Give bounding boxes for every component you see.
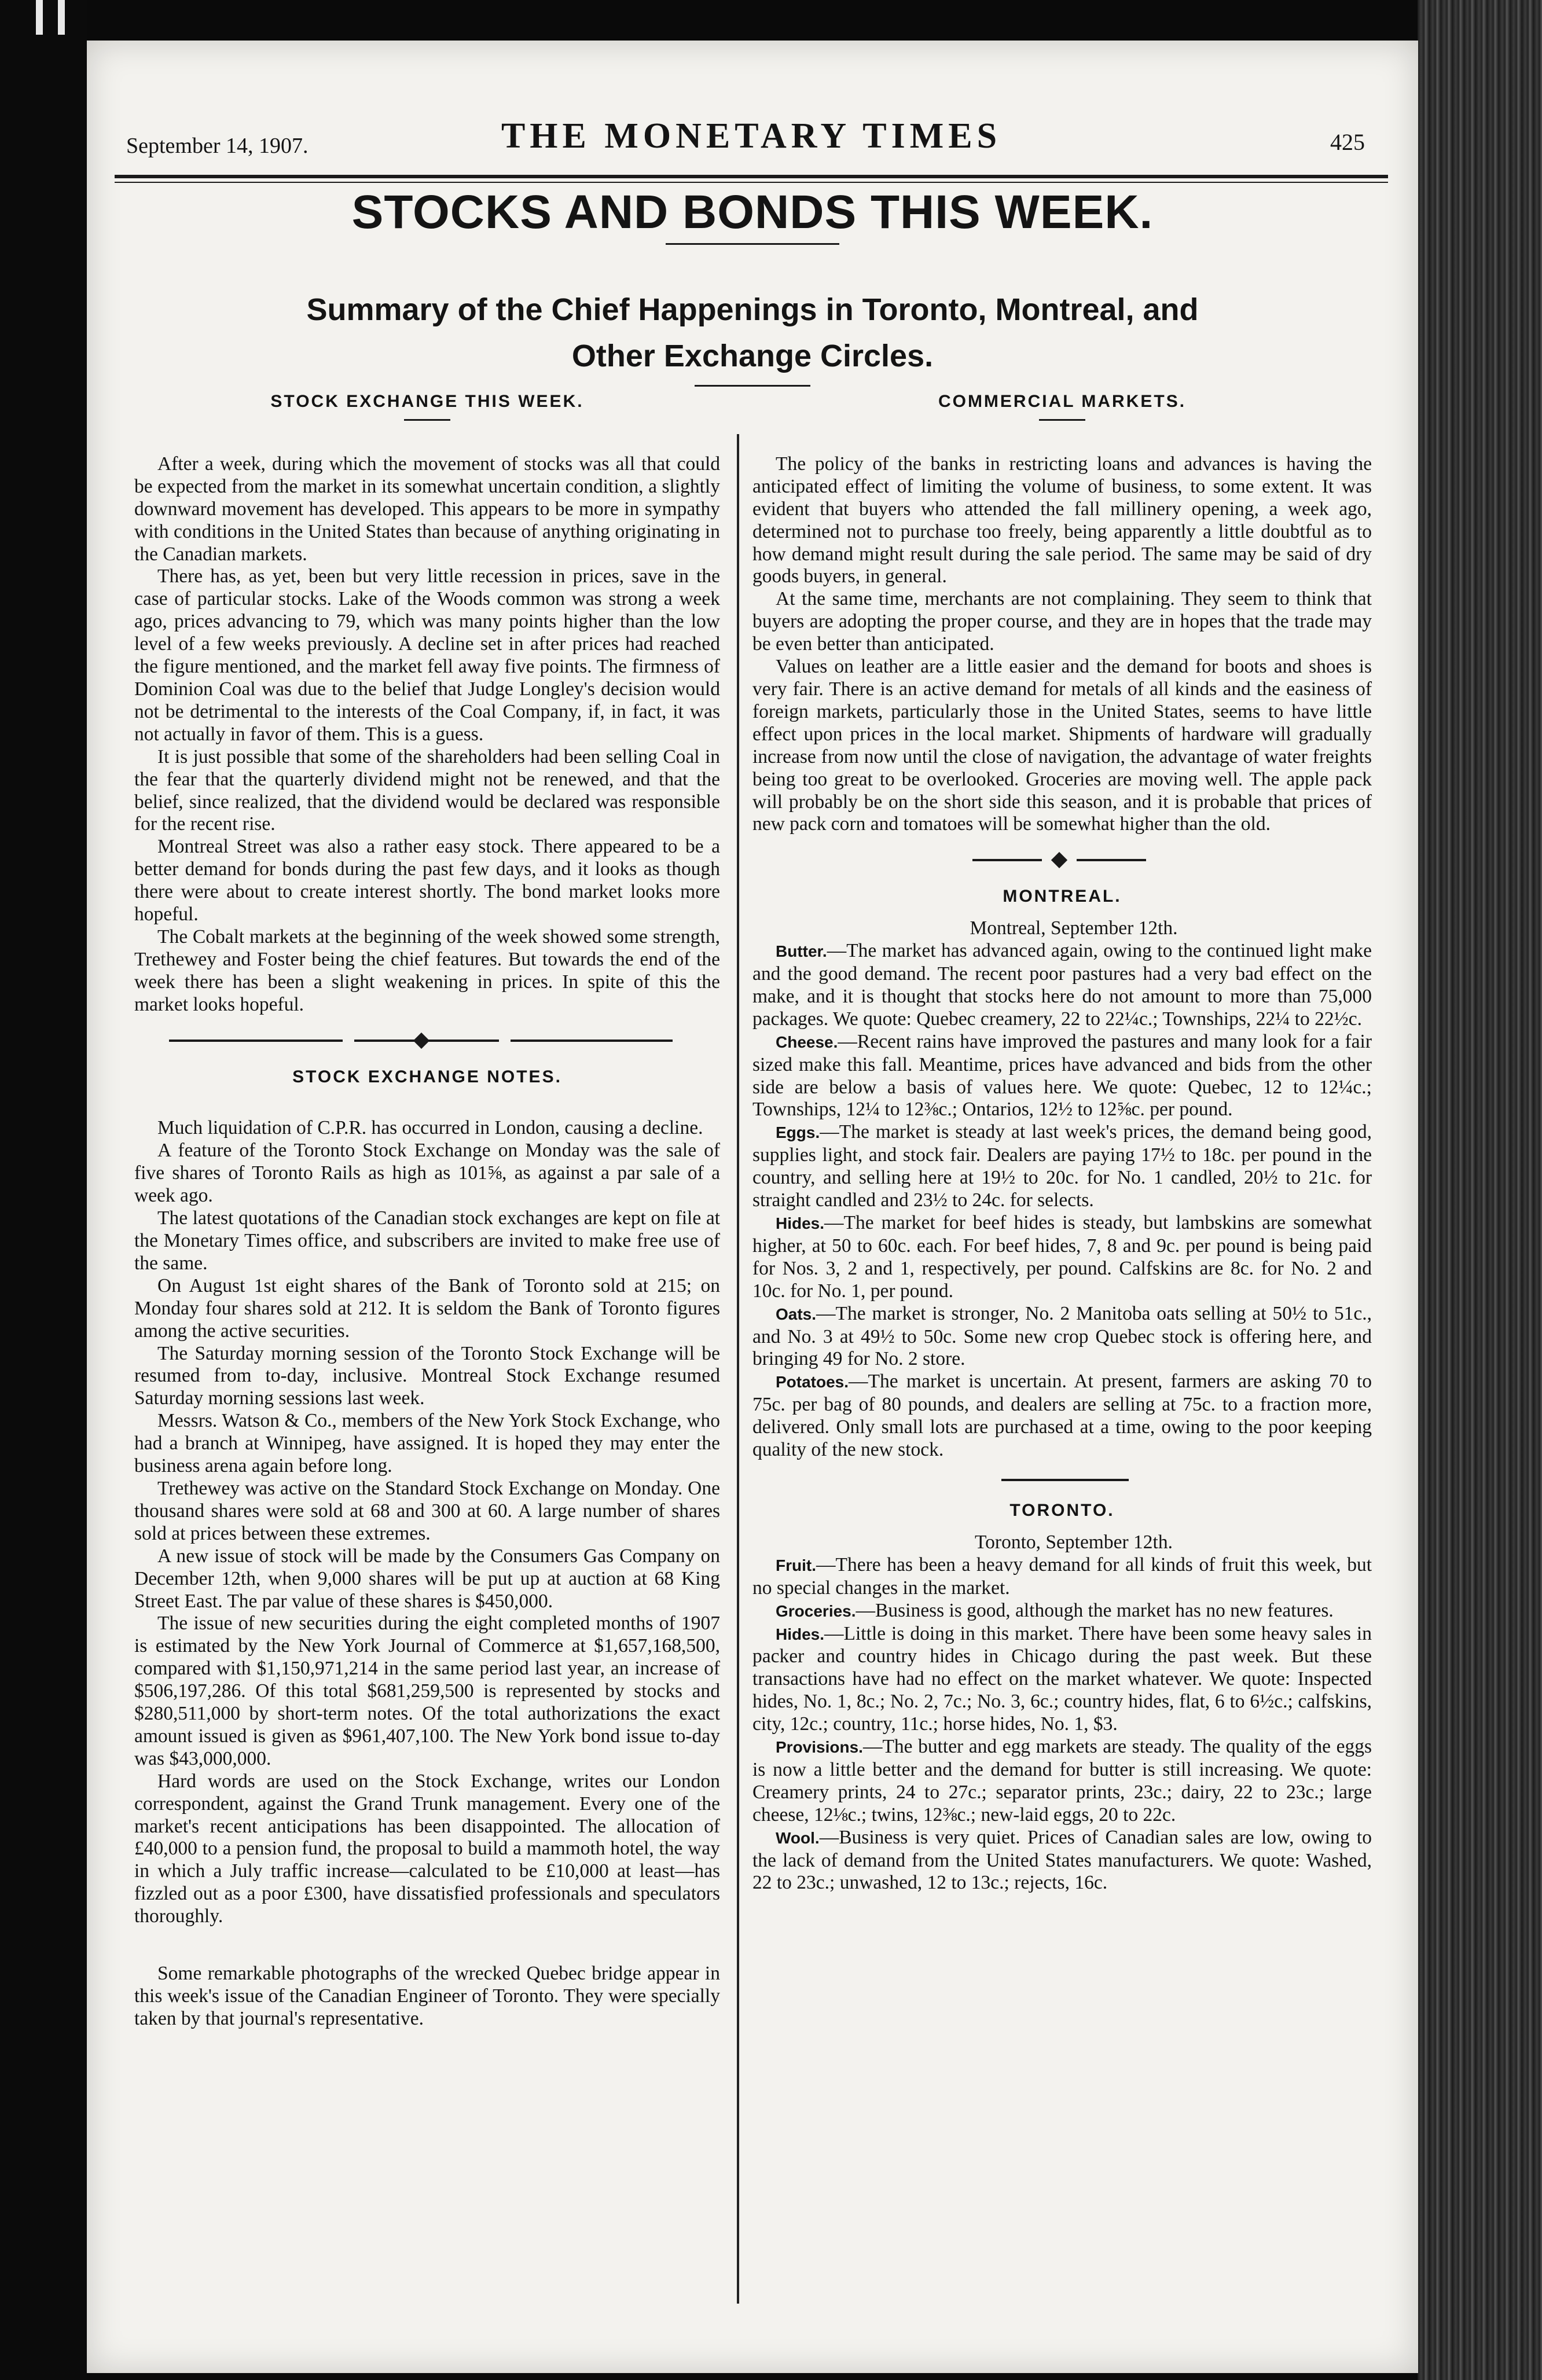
market-item	[752, 940, 1372, 1031]
item-lead: Butter.	[776, 942, 827, 961]
paragraph: Montreal Street was also a rather easy stock. There appeared to be a better demand for bonds during the past few days, and it looks as though there were about to create interest shortly. The bond market looks more hopeful.	[134, 836, 720, 925]
item-text: —The market has advanced again, owing to the continued light make and the good demand. The recent poor pastures had a very bad effect on the make, and it is thought that stocks here do not amount to more than 75,000 packages. We quote: Quebec creamery, 22 to 22¼c.; Townships, 22¼ to 22½c.	[752, 940, 1372, 1030]
left-column	[134, 391, 720, 2030]
item-lead: Fruit.	[776, 1556, 816, 1574]
item-lead: Oats.	[776, 1305, 817, 1323]
publication-title: THE MONETARY TIMES	[501, 116, 1002, 156]
item-text: —The market for beef hides is steady, but lambskins are somewhat higher, at 50 to 60c. each. For beef hides, 7, 8 and 9c. per pound is being paid for Nos. 3, 2 and 1, respectively, per pound. Calfskins are 8c. for No. 2 and 10c. for No. 1, per pound.	[752, 1212, 1372, 1302]
paragraph: The Saturday morning session of the Toronto Stock Exchange will be resumed from to-day, inclusive. Montreal Stock Exchange resumed Saturday morning sessions last week.	[134, 1342, 720, 1409]
paragraph: The latest quotations of the Canadian stock exchanges are kept on file at the Monetary Times office, and subscribers are invited to make free use of the same.	[134, 1207, 720, 1274]
scan-binding-edge	[1418, 0, 1542, 2380]
market-item	[752, 1303, 1372, 1371]
paragraph: The issue of new securities during the eight completed months of 1907 is estimated by the New York Journal of Commerce at $1,657,168,500, compared with $1,150,971,214 in the same period last year, an increase of $506,197,286. Of this total $681,259,500 is represented by stocks and $280,511,000 by short-term notes. Of the total authorizations the exact amount issued is given as $961,407,100. The New York bond issue to-day was $43,000,000.	[134, 1613, 720, 1769]
paragraph: A new issue of stock will be made by the Consumers Gas Company on December 12th, when 9,000 shares will be put up at auction at 68 King Street East. The par value of these shares is $450,000.	[134, 1545, 720, 1612]
paragraph: Some remarkable photographs of the wrecked Quebec bridge appear in this week's issue of the Canadian Engineer of Toronto. They were specially taken by that journal's representative.	[134, 1963, 720, 2029]
montreal-heading: MONTREAL.	[1003, 887, 1122, 906]
item-text: —Recent rains have improved the pastures and many look for a fair sized make this fall. Meantime, prices have advanced and bids from the other side are below a basis of values here. We quote: Quebec, 12 to 12¼c.; Townships, 12¼ to 12⅜c.; Ontarios, 12½ to 12⅝c. per pound.	[752, 1030, 1372, 1121]
item-lead: Eggs.	[776, 1123, 820, 1142]
item-text: —Little is doing in this market. There have been some heavy sales in packer and country hides in Chicago during the past week. But these transactions have had no effect on the market whatever. We quote: Inspected hides, No. 1, 8c.; No. 2, 7c.; No. 3, 6c.; country hides, flat, 6 to 6½c.; calfskins, city, 12c.; country, 11c.; horse hides, No. 1, $3.	[752, 1622, 1372, 1735]
headline-rule	[666, 243, 839, 245]
item-text: —There has been a heavy demand for all kinds of fruit this week, but no special changes in the market.	[752, 1553, 1372, 1599]
toronto-dateline: Toronto, September 12th.	[975, 1531, 1173, 1553]
item-lead: Hides.	[776, 1625, 825, 1643]
market-item	[752, 1827, 1372, 1895]
item-lead: Groceries.	[776, 1602, 856, 1620]
paragraph: Messrs. Watson & Co., members of the New York Stock Exchange, who had a branch at Winnipeg, have assigned. It is hoped they may enter the business arena again before long.	[134, 1410, 720, 1477]
paragraph: After a week, during which the movement of stocks was all that could be expected from the market in its somewhat uncertain condition, a slightly downward movement has developed. This appears to be more in sympathy with conditions in the United States than because of anything originating in the Canadian markets.	[134, 453, 720, 565]
item-text: —Business is very quiet. Prices of Canadian sales are low, owing to the lack of demand from the United States manufacturers. We quote: Washed, 22 to 23c.; unwashed, 12 to 13c.; rejects, 16c.	[752, 1826, 1372, 1894]
market-item	[752, 1600, 1372, 1623]
column-divider	[737, 434, 739, 2304]
market-item	[752, 1121, 1372, 1212]
scan-registration-marks	[36, 0, 88, 41]
paragraph: Values on leather are a little easier and the demand for boots and shoes is very fair. There is an active demand for metals of all kinds and the easiness of foreign markets, particularly those in the United States, seems to have little effect upon prices in the local market. Shipments of hardware will gradually increase from now until the close of navigation, the advantage of water freights being too great to be overlooked. Groceries are moving well. The apple pack will probably be on the short side this season, and it is probable that prices of new pack corn and tomatoes will be somewhat higher than the old.	[752, 656, 1372, 835]
item-text: —The butter and egg markets are steady. The quality of the eggs is now a little better and the demand for butter is still increasing. We quote: Creamery prints, 24 to 27c.; separator prints, 23c.; dairy, 22 to 23c.; large cheese, 12⅛c.; twins, 12⅜c.; new-laid eggs, 20 to 22c.	[752, 1736, 1372, 1826]
masthead	[115, 116, 1388, 168]
paragraph: Hard words are used on the Stock Exchange, writes our London correspondent, against the Grand Trunk management. Every one of the market's recent anticipations has been disappointed. The allocation of £40,000 to a pension fund, the proposal to build a mammoth hotel, the way in which a July traffic increase—calculated to be £10,000 at least—has fizzled out as a poor £300, have dissatisfied professionals and speculators thoroughly.	[134, 1770, 720, 1927]
item-lead: Hides.	[776, 1214, 825, 1232]
toronto-heading: TORONTO.	[1009, 1500, 1115, 1520]
issue-date: September 14, 1907.	[126, 134, 309, 158]
item-text: —The market is stronger, No. 2 Manitoba oats selling at 50½ to 51c., and No. 3 at 49½ to 50c. Some new crop Quebec stock is offering here, and bringing 49 for No. 2 store.	[752, 1302, 1372, 1370]
right-column	[752, 391, 1372, 1894]
market-item	[752, 1623, 1372, 1736]
paragraph: There has, as yet, been but very little recession in prices, save in the case of particular stocks. Lake of the Woods common was strong a week ago, prices advancing to 79, which was many points higher than the low level of a few weeks previously. A decline set in after prices had reached the figure mentioned, and the market fell away five points. The firmness of Dominion Coal was due to the belief that Judge Longley's decision would not be detrimental to the interests of the Coal Company, if, in fact, it was not actually in favor of them. This is a guess.	[134, 565, 720, 745]
heading-dash	[1039, 419, 1085, 421]
newspaper-page	[87, 41, 1418, 2373]
section-ornament	[134, 1023, 720, 1058]
market-item	[752, 1031, 1372, 1122]
montreal-dateline: Montreal, September 12th.	[970, 917, 1178, 939]
item-lead: Provisions.	[776, 1738, 863, 1757]
paragraph: Much liquidation of C.P.R. has occurred in London, causing a decline.	[157, 1117, 703, 1139]
stock-exchange-notes-heading: STOCK EXCHANGE NOTES.	[292, 1067, 562, 1086]
subhead-line-2: Other Exchange Circles.	[571, 339, 934, 373]
commercial-markets-heading: COMMERCIAL MARKETS.	[938, 392, 1187, 411]
paragraph: It is just possible that some of the shareholders had been selling Coal in the fear that the quarterly dividend might not be renewed, and that the belief, since realized, that the dividend would be declared was responsible for the recent rise.	[134, 745, 720, 835]
paragraph: The policy of the banks in restricting loans and advances is having the anticipated effect of limiting the volume of business, to some extent. It was evident that buyers who attended the fall millinery opening, a week ago, determined not to purchase too freely, being apparently a little doubtful as to how demand might result during the sale period. The same may be said of dry goods buyers, in general.	[752, 453, 1372, 587]
paragraph: At the same time, merchants are not complaining. They seem to think that buyers are adopting the proper course, and they are in hopes that the trade may be even better than anticipated.	[752, 588, 1372, 655]
subhead-line-1: Summary of the Chief Happenings in Toronto, Montreal, and	[306, 292, 1199, 327]
item-lead: Wool.	[776, 1828, 820, 1847]
page-headline: STOCKS AND BONDS THIS WEEK.	[351, 186, 1154, 238]
market-item	[752, 1554, 1372, 1600]
stock-exchange-week-heading: STOCK EXCHANGE THIS WEEK.	[270, 392, 584, 411]
section-ornament	[752, 1468, 1372, 1492]
paragraph: A feature of the Toronto Stock Exchange on Monday was the sale of five shares of Toronto Rails as high as 101⅝, as against a par sale of a week ago.	[134, 1140, 720, 1207]
item-text: —The market is steady at last week's prices, the demand being good, supplies light, and stock fair. Dealers are paying 17½ to 18c. per pound in the country, and selling here at 19½ to 20c. for No. 1 candled, 20½ to 21c. for straight candled and 23½ to 24c. for selects.	[752, 1121, 1372, 1211]
market-item	[752, 1212, 1372, 1303]
market-item	[752, 1371, 1372, 1461]
heading-dash	[404, 419, 450, 421]
masthead-rule-thin	[115, 182, 1388, 183]
scan-border-left	[0, 0, 87, 2380]
item-text: —Business is good, although the market has no new features.	[856, 1599, 1334, 1621]
paragraph: Trethewey was active on the Standard Stock Exchange on Monday. One thousand shares were sold at 68 and 300 at 60. A large number of shares sold at prices between these extremes.	[134, 1477, 720, 1544]
page-number: 425	[1330, 129, 1365, 155]
market-item	[752, 1736, 1372, 1827]
item-lead: Potatoes.	[776, 1373, 849, 1391]
masthead-rule	[115, 175, 1388, 178]
item-text: —The market is uncertain. At present, farmers are asking 70 to 75c. per bag of 80 pounds, and dealers are selling at 75c. to a fraction more, delivered. Only small lots are purchased at a time, owing to the poor keeping quality of the new stock.	[752, 1371, 1372, 1461]
paragraph: On August 1st eight shares of the Bank of Toronto sold at 215; on Monday four shares sold at 212. It is seldom the Bank of Toronto figures among the active securities.	[134, 1275, 720, 1342]
paragraph: The Cobalt markets at the beginning of the week showed some strength, Trethewey and Foster being the chief features. But towards the end of the week there has been a slight weakening in prices. In spite of this the market looks hopeful.	[134, 925, 720, 1015]
item-lead: Cheese.	[776, 1033, 838, 1051]
section-ornament	[752, 843, 1372, 877]
subhead-rule	[695, 385, 810, 387]
